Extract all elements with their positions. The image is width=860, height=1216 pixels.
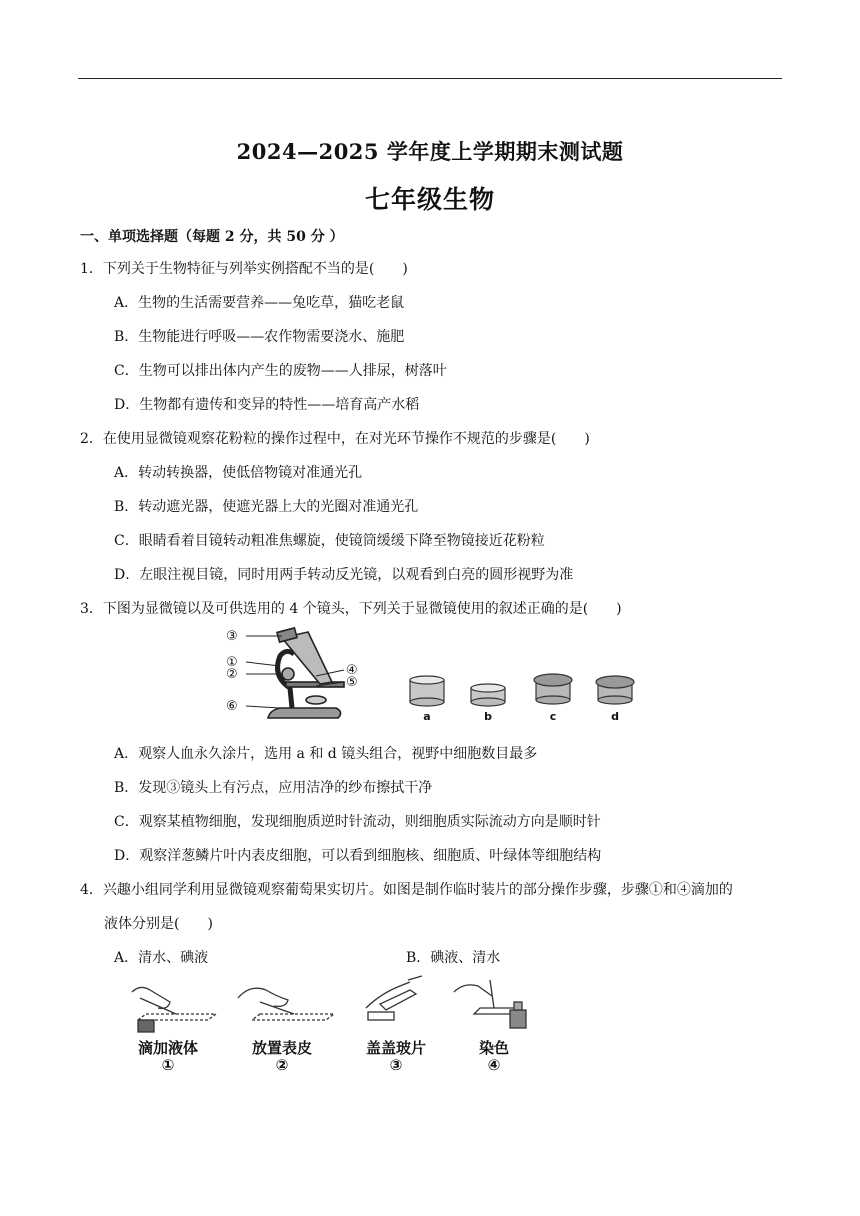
exam-title: 2024—2025 学年度上学期期末测试题 [236, 139, 624, 164]
step-4-drawing [454, 980, 526, 1028]
slide-steps-figure [110, 974, 550, 1074]
step-3-drawing [366, 976, 422, 1020]
microscope-label-5: ⑤ [346, 675, 358, 690]
step-1-number: ① [161, 1056, 175, 1074]
step-4-number: ④ [487, 1056, 501, 1074]
question-2-option-a: A．转动转换器，使低倍物镜对准通光孔 [114, 465, 363, 481]
question-2-option-b: B．转动遮光器，使遮光器上大的光圈对准通光孔 [114, 499, 419, 515]
exam-subtitle: 七年级生物 [364, 185, 495, 214]
question-2-option-d: D．左眼注视目镜，同时用两手转动反光镜，以观看到白亮的圆形视野为准 [114, 567, 574, 583]
lens-label-a: a [423, 710, 431, 723]
question-4-stem-line1: 4．兴趣小组同学利用显微镜观察葡萄果实切片。如图是制作临时装片的部分操作步骤，步骤①和④滴加的 [80, 882, 733, 898]
step-2-name: 放置表皮 [251, 1039, 313, 1057]
lens-d [596, 676, 634, 704]
question-1-stem: 1．下列关于生物特征与列举实例搭配不当的是( ) [80, 261, 408, 277]
question-2-option-c: C．眼睛看着目镜转动粗准焦螺旋，使镜筒缓缓下降至物镜接近花粉粒 [114, 533, 545, 549]
microscope-label-1: ① [226, 655, 238, 670]
microscope-label-4: ④ [346, 663, 358, 678]
microscope-figure [220, 626, 650, 726]
question-1-option-d: D．生物都有遗传和变异的特性——培育高产水稻 [114, 397, 420, 413]
question-3-option-a: A．观察人血永久涂片，选用 a 和 d 镜头组合，视野中细胞数目最多 [114, 746, 538, 762]
step-1-name: 滴加液体 [137, 1039, 199, 1057]
lens-label-c: c [549, 710, 557, 723]
question-4-option-a: A．清水、碘液 [114, 950, 209, 966]
microscope-label-2: ② [226, 667, 238, 682]
step-2-drawing [238, 988, 334, 1020]
question-2-stem: 2．在使用显微镜观察花粉粒的操作过程中，在对光环节操作不规范的步骤是( ) [80, 431, 590, 447]
lens-c [534, 674, 572, 704]
step-2-number: ② [275, 1056, 289, 1074]
step-3-name: 盖盖玻片 [365, 1039, 427, 1057]
question-1-option-c: C．生物可以排出体内产生的废物——人排尿，树落叶 [114, 363, 447, 379]
question-3-option-b: B．发现③镜头上有污点，应用洁净的纱布擦拭干净 [114, 780, 433, 796]
question-4-stem-line2: 液体分别是( ) [104, 916, 213, 932]
lens-b [471, 684, 505, 706]
question-3-option-d: D．观察洋葱鳞片叶内表皮细胞，可以看到细胞核、细胞质、叶绿体等细胞结构 [114, 848, 602, 864]
step-1-drawing [132, 987, 216, 1032]
step-3-number: ③ [389, 1056, 403, 1074]
question-1-option-b: B．生物能进行呼吸——农作物需要浇水、施肥 [114, 329, 405, 345]
lens-a [410, 676, 444, 706]
header-rule [78, 78, 782, 79]
question-3-option-c: C．观察某植物细胞，发现细胞质逆时针流动，则细胞质实际流动方向是顺时针 [114, 814, 601, 830]
question-1-option-a: A．生物的生活需要营养——兔吃草，猫吃老鼠 [114, 295, 405, 311]
section-heading: 一、单项选择题（每题 2 分，共 50 分 ） [80, 229, 344, 245]
microscope-drawing [246, 628, 344, 718]
lens-label-b: b [484, 710, 492, 723]
microscope-label-3: ③ [226, 629, 238, 644]
step-4-name: 染色 [478, 1039, 510, 1057]
lens-label-d: d [611, 710, 619, 723]
microscope-label-6: ⑥ [226, 699, 238, 714]
question-3-stem: 3．下图为显微镜以及可供选用的 4 个镜头，下列关于显微镜使用的叙述正确的是( ) [80, 601, 622, 617]
question-4-option-b: B．碘液、清水 [406, 950, 501, 966]
